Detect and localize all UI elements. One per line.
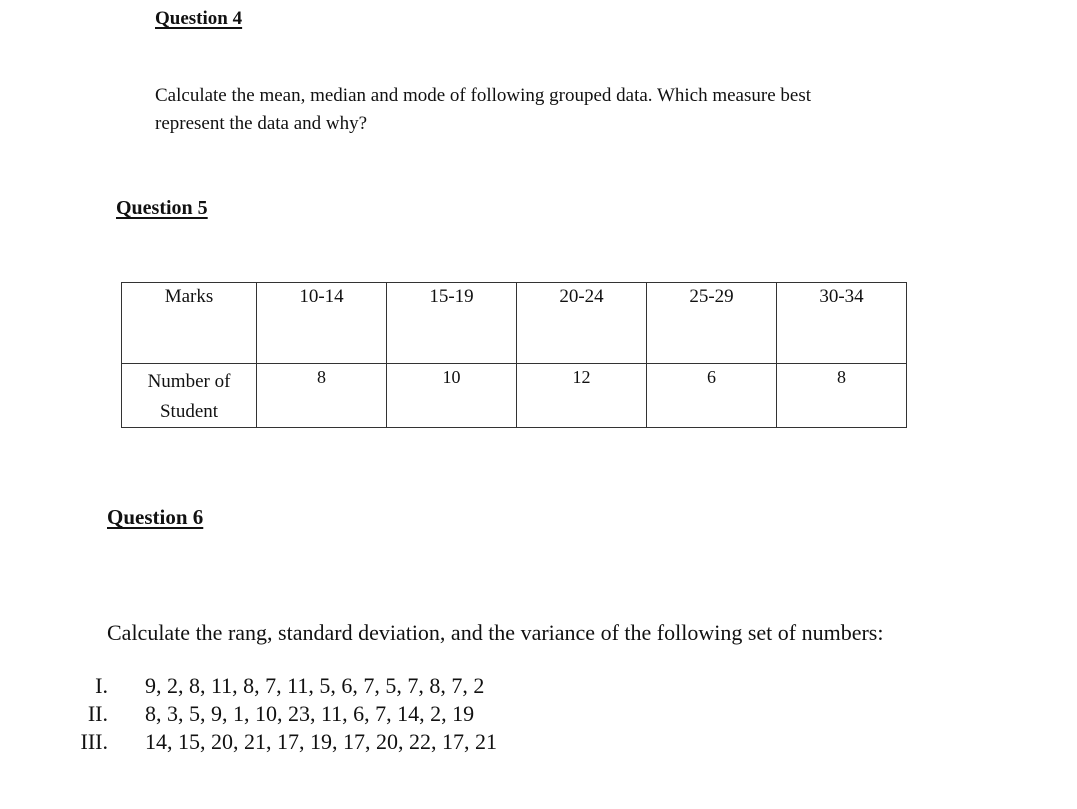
question-4-heading: Question 4 [155, 8, 243, 29]
table-cell-marks-4: 25-29 [647, 283, 777, 364]
table-cell-students-2: 10 [387, 364, 517, 428]
table-cell-students-3: 12 [517, 364, 647, 428]
question-6-heading: Question 6 [107, 505, 204, 529]
list-item-values: 14, 15, 20, 21, 17, 19, 17, 20, 22, 17, 21 [145, 729, 497, 754]
table-header-students-line-1: Number of [147, 371, 231, 392]
table-row-students [122, 364, 907, 428]
table-cell-marks-5: 30-34 [777, 283, 907, 364]
table-header-students-line-2: Student [159, 401, 219, 422]
list-item-values: 8, 3, 5, 9, 1, 10, 23, 11, 6, 7, 14, 2, 19 [145, 701, 475, 726]
question-6-text: Calculate the rang, standard deviation, and the variance of the following set of numbers: [107, 620, 884, 645]
question-5-heading: Question 5 [116, 197, 208, 219]
list-item-number: III. [80, 729, 108, 754]
table-cell-marks-1: 10-14 [257, 283, 387, 364]
question-4-text-line-1: Calculate the mean, median and mode of following grouped data. Which measure best [155, 85, 811, 106]
grouped-data-table [121, 282, 907, 428]
question-4-text-line-2: represent the data and why? [155, 113, 368, 134]
table-cell-students-1: 8 [257, 364, 387, 428]
table-header-marks: Marks [122, 283, 257, 364]
question-4-text [155, 82, 915, 138]
table-header-students [122, 364, 257, 428]
list-item-number: I. [95, 673, 108, 698]
table-cell-marks-2: 15-19 [387, 283, 517, 364]
list-item-number: II. [87, 701, 108, 726]
table-row-marks [122, 283, 907, 364]
table-cell-students-5: 8 [777, 364, 907, 428]
table-cell-marks-3: 20-24 [517, 283, 647, 364]
table-cell-students-4: 6 [647, 364, 777, 428]
list-item-values: 9, 2, 8, 11, 8, 7, 11, 5, 6, 7, 5, 7, 8, 7, 2 [145, 673, 485, 698]
